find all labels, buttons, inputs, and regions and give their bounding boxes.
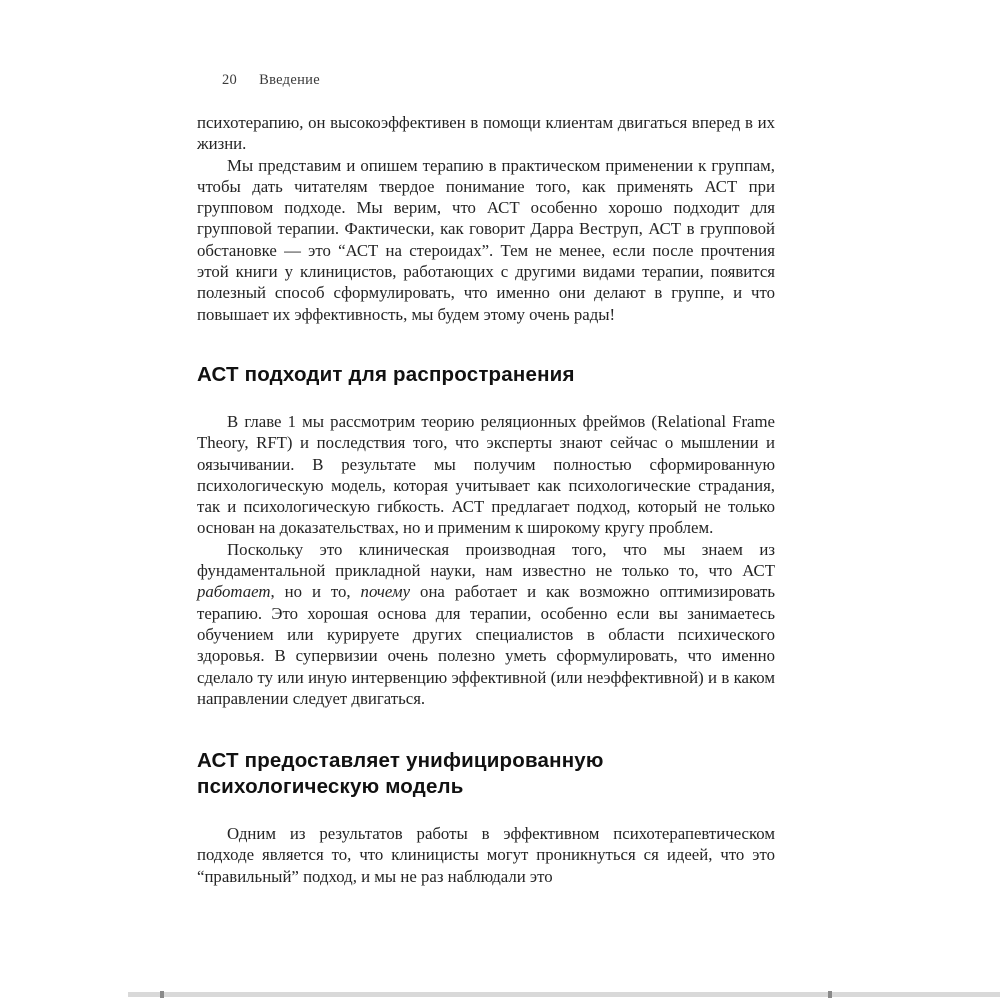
paragraph: Одним из результатов работы в эффективном психотерапевтическом подходе является то, что клиницисты могут проникнуться ся идеей, что это “правильный” подход, и мы не раз наблюдали это xyxy=(197,824,775,886)
paragraph: психотерапию, он высокоэффективен в помощи клиентам двигаться вперед в их жизни. xyxy=(197,113,775,154)
running-head-title: Введение xyxy=(259,72,320,88)
paragraph: Мы представим и опишем терапию в практическом применении к группам, чтобы дать читателям твердое понимание того, как применять АСТ при групповом подходе. Мы верим, что АСТ особенно хорошо подходит для групповой терапии. Фактически, как говорит Дарра Веструп, АСТ в групповой обстановке — это “АСТ на стероидах”. Тем не менее, если после прочтения этой книги у клиницистов, работающих с другими видами терапии, появится полезный способ сформулировать, что именно они делают в группе, и что повышает их эффективность, мы будем этому очень рады! xyxy=(197,155,775,324)
paragraph: В главе 1 мы рассмотрим теорию реляционных фреймов (Relational Frame Theory, RFT) и последствия того, что эксперты знают сейчас о мышлении и оязычивании. В результате мы получим полностью сформированную психологическую модель, которая учитывает как психологические страдания, так и психологическую гибкость. АСТ предлагает подход, который не только основан на доказательствах, но и применим к широкому кругу проблем. xyxy=(197,411,775,538)
section-heading-line: АСТ предоставляет унифицированную xyxy=(197,749,604,773)
section-heading xyxy=(197,748,775,800)
section-heading: АСТ подходит для распространения xyxy=(197,362,575,386)
running-head xyxy=(222,72,320,89)
paragraph: Поскольку это клиническая производная того, что мы знаем из фундаментальной прикладной науки, нам известно не только то, что АСТ работает, но и то, почему она работает и как возможно оптимизировать терапию. Это хорошая основа для терапии, особенно если вы занимаетесь обучением или курируете других специалистов в области психического здоровья. В супервизии очень полезно уметь сформулировать, что именно сделало ту или иную интервенцию эффективной (или неэффективной) и в каком направлении следует двигаться. xyxy=(197,539,775,708)
scan-edge-artifact xyxy=(128,992,1000,997)
section-heading-line: психологическую модель xyxy=(197,775,464,799)
text-column xyxy=(197,112,775,887)
page-number: 20 xyxy=(222,72,238,88)
scan-mark xyxy=(160,991,164,998)
scan-mark xyxy=(828,991,832,998)
